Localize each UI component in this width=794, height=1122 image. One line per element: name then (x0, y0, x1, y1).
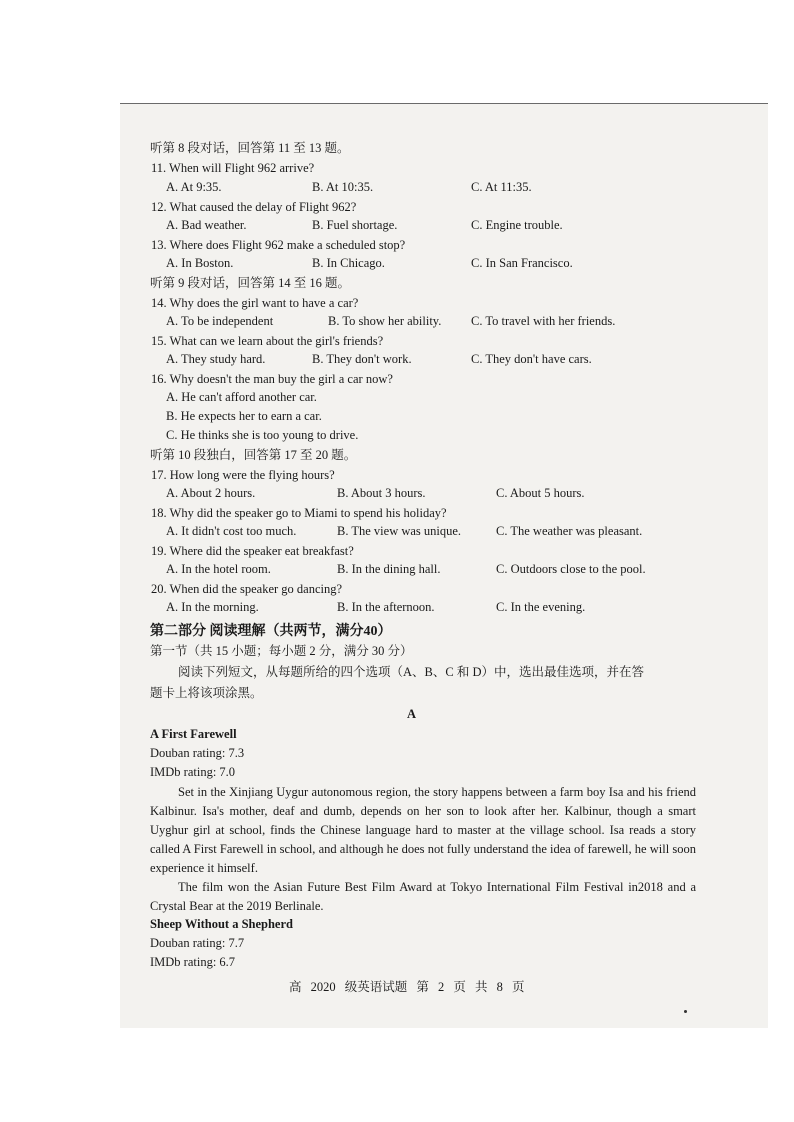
part2-instruction-line1: 阅读下列短文，从每题所给的四个选项（A、B、C 和 D）中，选出最佳选项，并在答 (178, 665, 644, 679)
question-13: 13. Where does Flight 962 make a scheduled stop? (151, 238, 406, 252)
option-14c: C. To travel with her friends. (471, 314, 616, 328)
option-19c: C. Outdoors close to the pool. (496, 562, 646, 576)
passage-label: A (407, 707, 417, 721)
section-9-instruction: 听第 9 段对话，回答第 14 至 16 题。 (150, 276, 351, 290)
option-18c: C. The weather was pleasant. (496, 524, 643, 538)
option-14a: A. To be independent (166, 314, 274, 328)
option-13b: B. In Chicago. (312, 256, 385, 270)
question-19: 19. Where did the speaker eat breakfast? (151, 544, 354, 558)
option-20a: A. In the morning. (166, 600, 259, 614)
option-17b: B. About 3 hours. (337, 486, 426, 500)
option-19a: A. In the hotel room. (166, 562, 271, 576)
option-20c: C. In the evening. (496, 600, 586, 614)
question-14: 14. Why does the girl want to have a car? (151, 296, 359, 310)
option-20b: B. In the afternoon. (337, 600, 435, 614)
option-17a: A. About 2 hours. (166, 486, 256, 500)
part2-instruction-line2: 题卡上将该项涂黑。 (150, 686, 263, 700)
film1-synopsis: Set in the Xinjiang Uygur autonomous region, the story happens between a farm boy Isa and his friend Kalbinur. Isa's mother, deaf and dumb, depends on her son to look after her. Kalbinur, though a smart Uyghur girl at school, finds the Chinese language hard to master at the village school. Isa reads a story called A First Farewell in school, and although he does not fully understand the idea of farewell, he will soon experience it himself. (150, 785, 696, 875)
option-11c: C. At 11:35. (471, 180, 532, 194)
option-15b: B. They don't work. (312, 352, 412, 366)
film2-imdb-rating: IMDb rating: 6.7 (150, 955, 236, 969)
question-18: 18. Why did the speaker go to Miami to spend his holiday? (151, 506, 447, 520)
question-12: 12. What caused the delay of Flight 962? (151, 200, 357, 214)
part2-heading: 第二部分 阅读理解（共两节，满分40） (150, 624, 392, 639)
option-12c: C. Engine trouble. (471, 218, 563, 232)
option-12b: B. Fuel shortage. (312, 218, 398, 232)
film2-title: Sheep Without a Shepherd (150, 917, 293, 931)
part2-section1: 第一节（共 15 小题；每小题 2 分，满分 30 分） (150, 644, 413, 658)
option-13c: C. In San Francisco. (471, 256, 573, 270)
option-15a: A. They study hard. (166, 352, 266, 366)
option-16b: B. He expects her to earn a car. (166, 409, 322, 423)
option-18a: A. It didn't cost too much. (166, 524, 297, 538)
film2-douban-rating: Douban rating: 7.7 (150, 936, 245, 950)
question-16: 16. Why doesn't the man buy the girl a car now? (151, 372, 393, 386)
option-12a: A. Bad weather. (166, 218, 247, 232)
film1-douban-rating: Douban rating: 7.3 (150, 746, 245, 760)
film1-title: A First Farewell (150, 727, 237, 741)
question-15: 15. What can we learn about the girl's friends? (151, 334, 384, 348)
film1-awards: The film won the Asian Future Best Film Award at Tokyo International Film Festival in2018 and a Crystal Bear at the 2019 Berlinale. (150, 880, 696, 913)
option-11b: B. At 10:35. (312, 180, 374, 194)
question-11: 11. When will Flight 962 arrive? (151, 161, 315, 175)
option-14b: B. To show her ability. (328, 314, 442, 328)
question-17: 17. How long were the flying hours? (151, 468, 335, 482)
option-13a: A. In Boston. (166, 256, 234, 270)
page-footer: 高 2020 级英语试题 第 2 页 共 8 页 (289, 980, 525, 994)
section-10-instruction: 听第 10 段独白，回答第 17 至 20 题。 (150, 448, 357, 462)
film1-imdb-rating: IMDb rating: 7.0 (150, 765, 236, 779)
option-16c: C. He thinks she is too young to drive. (166, 428, 359, 442)
section-8-instruction: 听第 8 段对话，回答第 11 至 13 题。 (150, 141, 350, 155)
scan-speck (684, 1010, 687, 1013)
header-rule (120, 103, 768, 104)
option-17c: C. About 5 hours. (496, 486, 585, 500)
option-18b: B. The view was unique. (337, 524, 462, 538)
question-20: 20. When did the speaker go dancing? (151, 582, 343, 596)
option-11a: A. At 9:35. (166, 180, 222, 194)
option-19b: B. In the dining hall. (337, 562, 441, 576)
option-15c: C. They don't have cars. (471, 352, 592, 366)
option-16a: A. He can't afford another car. (166, 390, 317, 404)
